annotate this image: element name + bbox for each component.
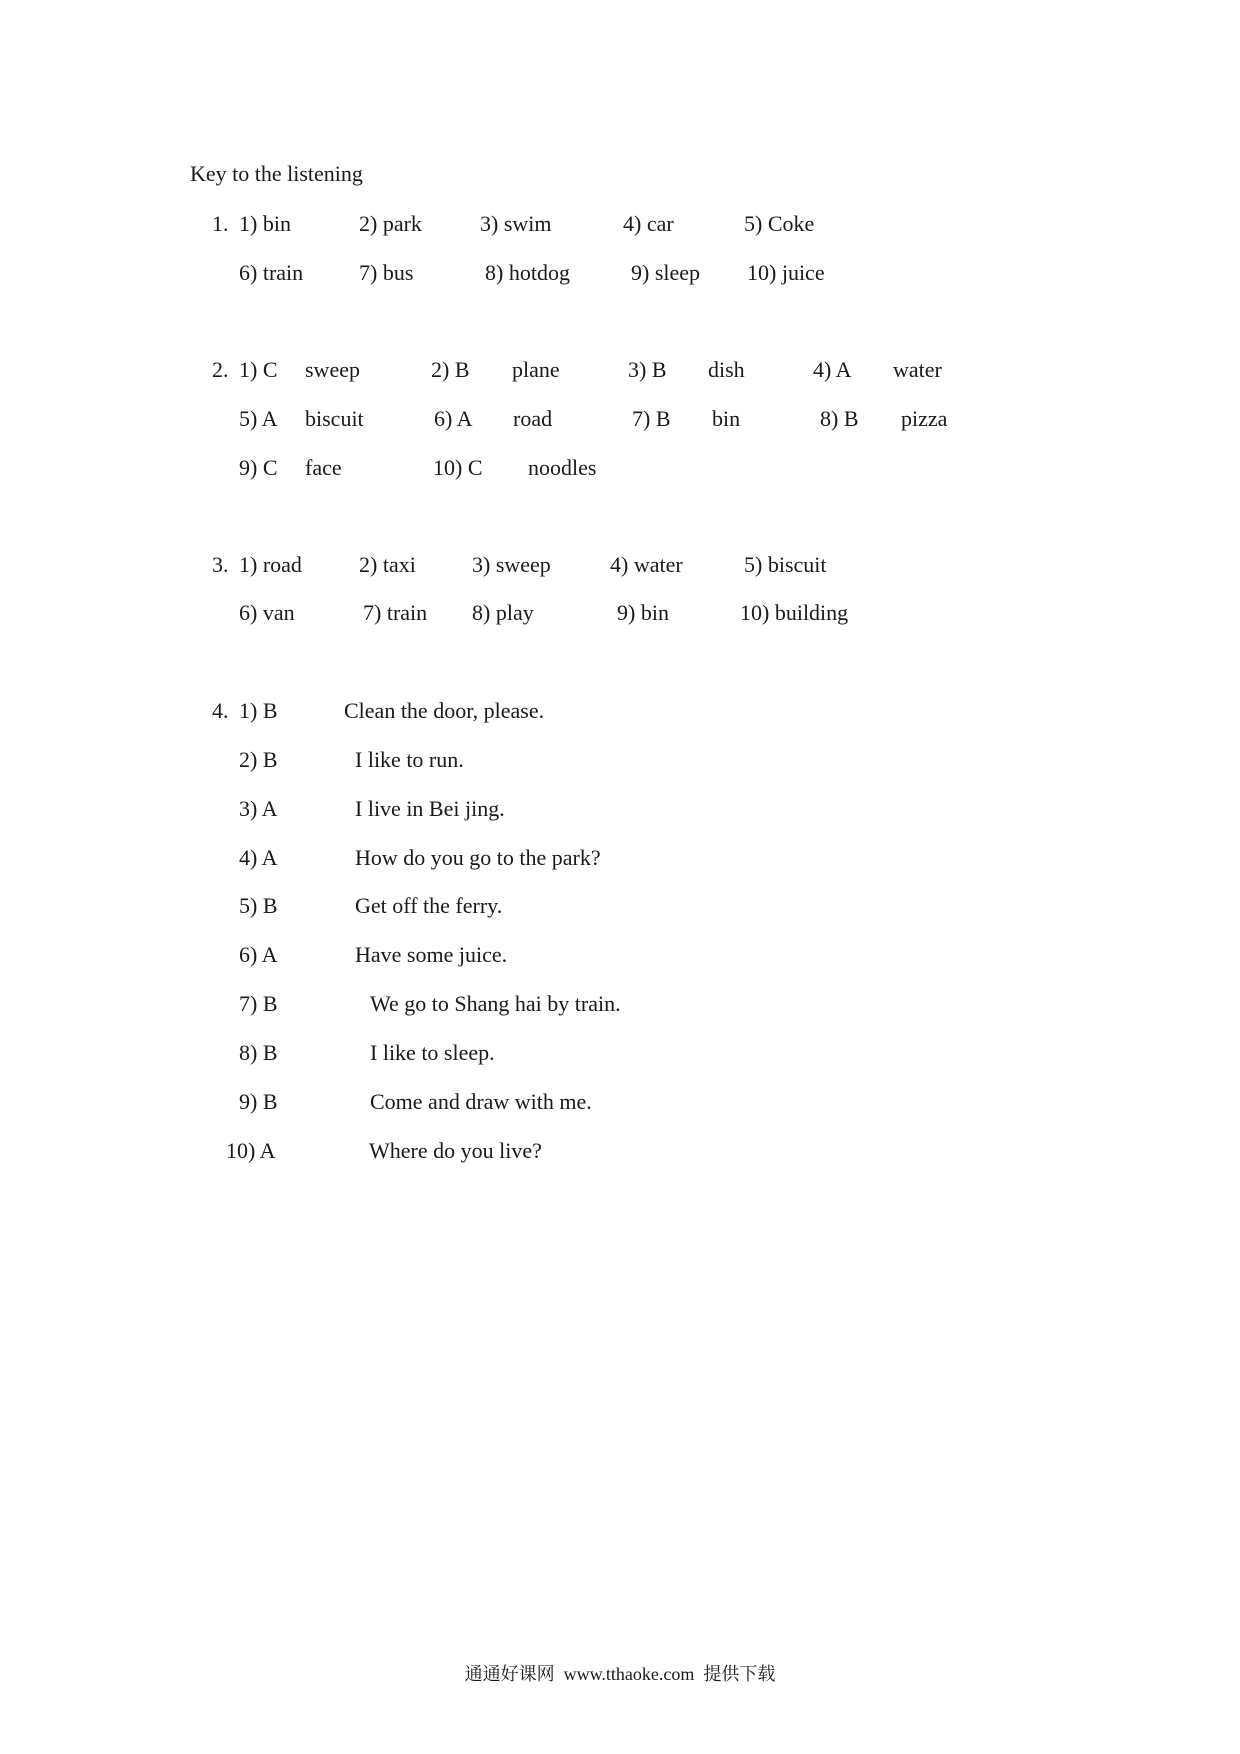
s3-item: 8) play <box>472 600 534 625</box>
s1-item: 6) train <box>239 260 304 285</box>
s2-item-word: road <box>513 406 553 431</box>
s4-item-num: 9) B <box>239 1089 278 1114</box>
page-footer: 通通好课网 www.tthaoke.com 提供下载 <box>464 1664 776 1684</box>
s3-item: 1) road <box>239 552 302 577</box>
s1-item: 2) park <box>359 211 422 236</box>
page-heading: Key to the listening <box>190 161 363 186</box>
s1-item: 1) bin <box>239 211 291 236</box>
s4-item-num: 8) B <box>239 1040 278 1065</box>
s1-item: 9) sleep <box>631 260 701 285</box>
s1-item: 7) bus <box>359 260 414 285</box>
s3-item: 10) building <box>740 600 849 625</box>
s4-item-sentence: Have some juice. <box>355 942 508 967</box>
s2-item-word: noodles <box>528 455 597 480</box>
s1-item: 3) swim <box>480 211 552 236</box>
s3-item: 3) sweep <box>472 552 551 577</box>
s3-item: 4) water <box>610 552 683 577</box>
s2-item-num: 8) B <box>820 406 859 431</box>
s2-item-word: face <box>305 455 342 480</box>
s2-item-word: sweep <box>305 357 360 382</box>
s4-item-sentence: We go to Shang hai by train. <box>370 991 621 1016</box>
s4-item-num: 4) A <box>239 845 278 870</box>
section-4-number: 4. <box>212 698 229 723</box>
s2-item-word: biscuit <box>305 406 364 431</box>
s3-item: 2) taxi <box>359 552 416 577</box>
s2-item-word: plane <box>512 357 560 382</box>
s2-item-num: 1) C <box>239 357 278 382</box>
s4-item-num: 7) B <box>239 991 278 1016</box>
s3-item: 7) train <box>363 600 428 625</box>
s4-item-sentence: Get off the ferry. <box>355 893 503 918</box>
s4-item-sentence: Where do you live? <box>369 1138 542 1163</box>
s4-item-num: 2) B <box>239 747 278 772</box>
s4-item-sentence: Clean the door, please. <box>344 698 545 723</box>
s3-item: 6) van <box>239 600 295 625</box>
s1-item: 5) Coke <box>744 211 815 236</box>
s2-item-num: 6) A <box>434 406 473 431</box>
s4-item-sentence: I like to run. <box>355 747 464 772</box>
s1-item: 4) car <box>623 211 674 236</box>
s4-item-sentence: How do you go to the park? <box>355 845 601 870</box>
s2-item-word: pizza <box>901 406 948 431</box>
s1-item: 8) hotdog <box>485 260 570 285</box>
s4-item-num: 5) B <box>239 893 278 918</box>
s2-item-num: 4) A <box>813 357 852 382</box>
s2-item-num: 7) B <box>632 406 671 431</box>
s4-item-num: 10) A <box>226 1138 276 1163</box>
s2-item-word: water <box>893 357 942 382</box>
s2-item-num: 3) B <box>628 357 667 382</box>
section-1-number: 1. <box>212 211 229 236</box>
s4-item-sentence: I live in Bei jing. <box>355 796 505 821</box>
s4-item-num: 1) B <box>239 698 278 723</box>
s4-item-sentence: Come and draw with me. <box>370 1089 592 1114</box>
s2-item-num: 2) B <box>431 357 470 382</box>
s2-item-num: 10) C <box>433 455 483 480</box>
s2-item-word: dish <box>708 357 745 382</box>
s2-item-num: 9) C <box>239 455 278 480</box>
s3-item: 5) biscuit <box>744 552 827 577</box>
s3-item: 9) bin <box>617 600 669 625</box>
s4-item-num: 6) A <box>239 942 278 967</box>
s4-item-num: 3) A <box>239 796 278 821</box>
s2-item-num: 5) A <box>239 406 278 431</box>
s2-item-word: bin <box>712 406 741 431</box>
section-2-number: 2. <box>212 357 229 382</box>
s4-item-sentence: I like to sleep. <box>370 1040 495 1065</box>
section-3-number: 3. <box>212 552 229 577</box>
s1-item: 10) juice <box>747 260 825 285</box>
